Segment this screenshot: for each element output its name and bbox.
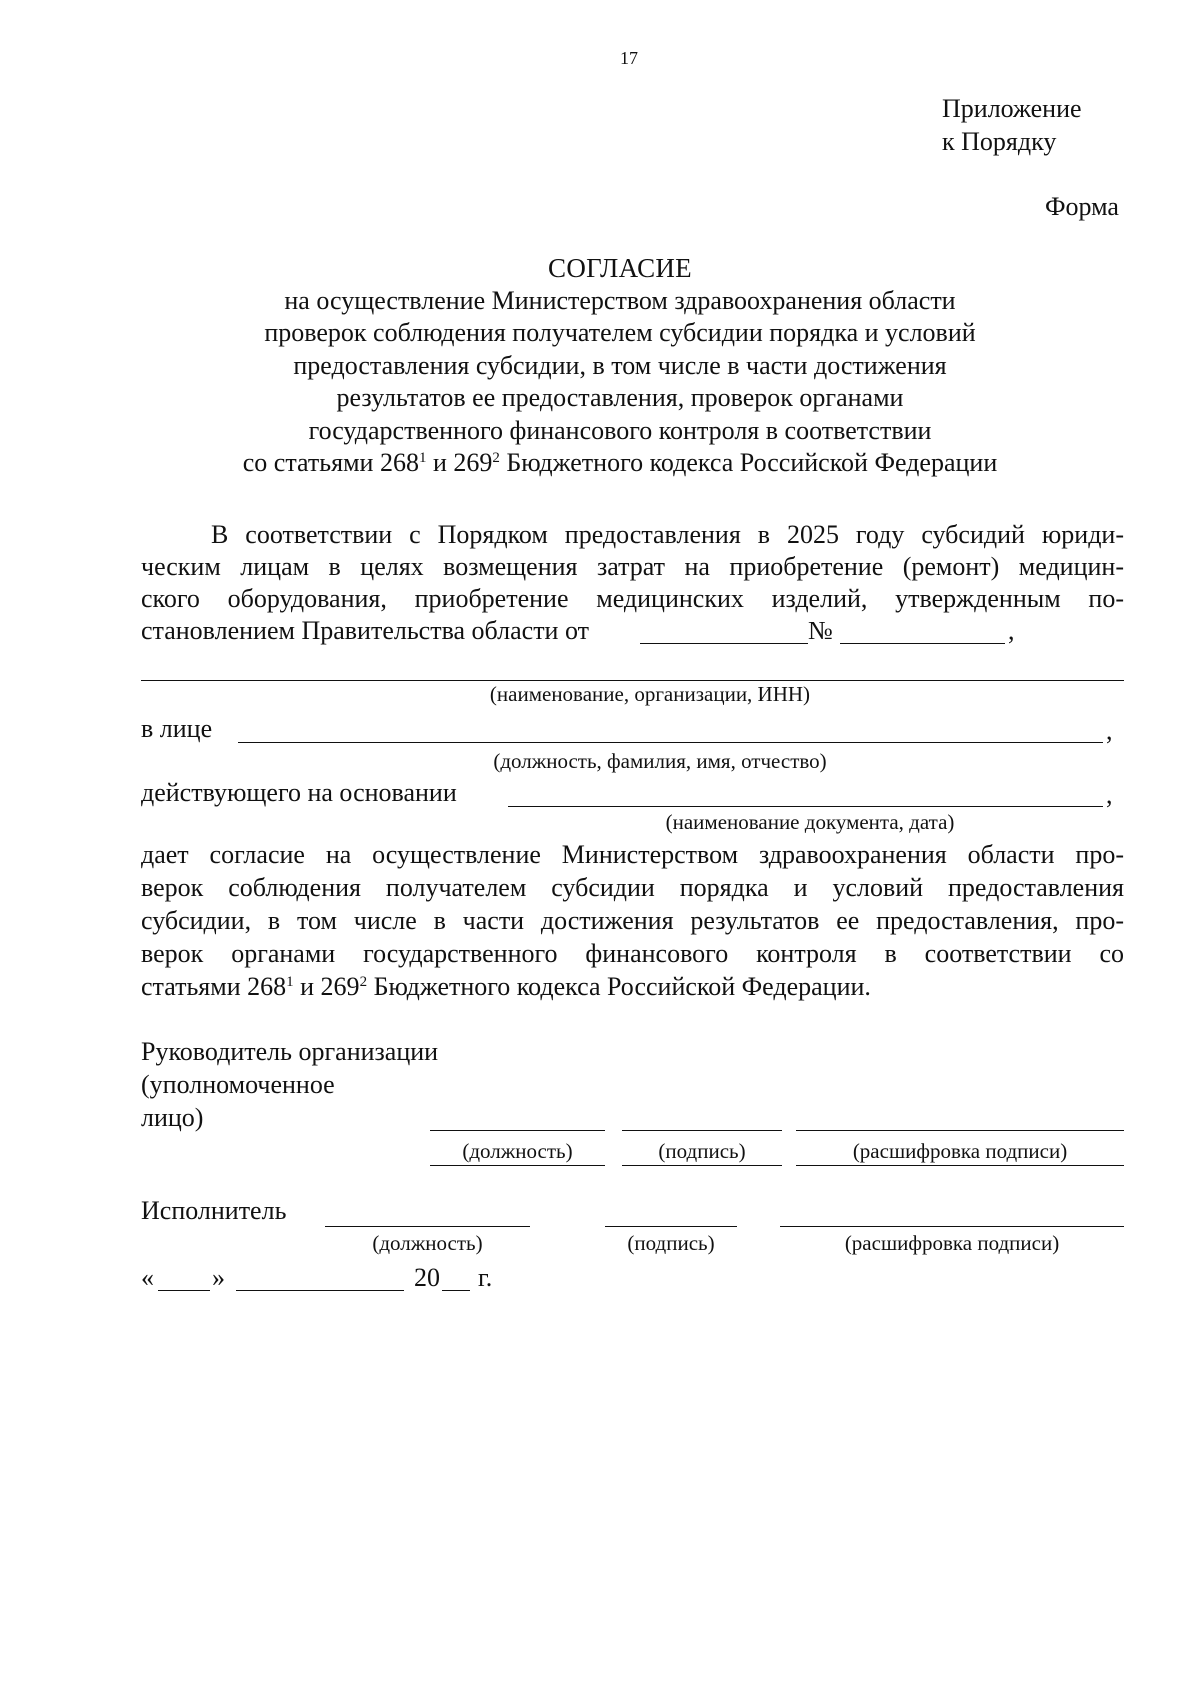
document-title: [200, 252, 1040, 480]
executor-position-caption: (должность): [372, 1231, 483, 1255]
title-line-5: государственного финансового контроля в соответствии: [308, 415, 932, 445]
date-close-quote: »: [212, 1263, 225, 1292]
head-signature-caption: (подпись): [658, 1139, 746, 1163]
head-position-caption: (должность): [462, 1139, 573, 1163]
title-line-2: проверок соблюдения получателем субсидии порядка и условий: [264, 318, 976, 347]
date-day-line[interactable]: [158, 1290, 210, 1291]
head-decoding-underline: [796, 1165, 1124, 1166]
intro-line-2: ческим лицам в целях возмещения затрат на приобретение (ремонт) медицин-: [141, 552, 1124, 581]
organization-caption: (наименование, организации, ИНН): [489, 682, 811, 706]
head-line-3: лицо): [141, 1103, 204, 1132]
decree-number-line[interactable]: [840, 643, 1005, 644]
date-year-prefix: 20: [414, 1263, 440, 1292]
consent-sup-2: 2: [359, 974, 368, 990]
consent-line-5-c: Бюджетного кодекса Российской Федерации.: [367, 972, 871, 1001]
date-year-line[interactable]: [442, 1290, 470, 1291]
head-line-2: (уполномоченное: [141, 1070, 335, 1099]
consent-line-3: субсидии, в том числе в части достижения результатов ее предоставления, про-: [141, 906, 1124, 935]
head-position-line[interactable]: [430, 1130, 605, 1131]
decree-comma: ,: [1008, 616, 1015, 645]
page-number: 17: [620, 48, 638, 68]
title-sup-1: 1: [418, 450, 427, 466]
date-open-quote: «: [141, 1263, 154, 1292]
person-label: в лице: [141, 714, 213, 743]
executor-label: Исполнитель: [141, 1196, 287, 1225]
executor-signature-line[interactable]: [605, 1226, 737, 1227]
title-heading: СОГЛАСИЕ: [548, 253, 692, 283]
title-sup-2: 2: [492, 450, 500, 466]
intro-line-3: ского оборудования, приобретение медицинских изделий, утвержденным по-: [141, 584, 1124, 613]
date-month-line[interactable]: [236, 1290, 404, 1291]
head-position-underline: [430, 1165, 605, 1166]
basis-caption: (наименование документа, дата): [665, 810, 955, 834]
intro-line-1: В соответствии с Порядком предоставления в 2025 году субсидий юриди-: [211, 520, 1124, 549]
consent-line-2: верок соблюдения получателем субсидии порядка и условий предоставления: [141, 873, 1124, 902]
appendix-line-1: Приложение: [942, 94, 1082, 123]
decree-number-sign: №: [808, 616, 833, 645]
title-line-6-c: Бюджетного кодекса Российской Федерации: [499, 448, 998, 477]
consent-line-5-a: статьями 268: [141, 972, 287, 1001]
title-line-4: результатов ее предоставления, проверок органами: [336, 383, 904, 412]
executor-position-line[interactable]: [325, 1226, 530, 1227]
person-caption: (должность, фамилия, имя, отчество): [493, 749, 827, 773]
head-decoding-caption: (расшифровка подписи): [852, 1139, 1068, 1163]
consent-line-5-b: и 269: [293, 972, 360, 1001]
appendix-line-2: к Порядку: [942, 127, 1057, 156]
head-signature-underline: [622, 1165, 782, 1166]
consent-line-5: [141, 972, 871, 1002]
consent-line-4: верок органами государственного финансового контроля в соответствии со: [141, 939, 1124, 968]
basis-label: действующего на основании: [141, 778, 457, 807]
title-line-6-a: со статьями 268: [242, 448, 419, 477]
title-line-3: предоставления субсидии, в том числе в части достижения: [293, 350, 947, 380]
executor-signature-caption: (подпись): [627, 1231, 715, 1255]
title-line-6: [200, 447, 1040, 480]
consent-line-1: дает согласие на осуществление Министерством здравоохранения области про-: [141, 840, 1124, 869]
person-comma: ,: [1106, 716, 1113, 745]
person-field-line[interactable]: [238, 742, 1103, 743]
head-signature-line[interactable]: [622, 1130, 782, 1131]
title-line-6-b: и 269: [426, 448, 493, 477]
executor-decoding-line[interactable]: [780, 1226, 1124, 1227]
executor-decoding-caption: (расшифровка подписи): [844, 1231, 1060, 1255]
head-line-1: Руководитель организации: [141, 1037, 439, 1066]
organization-field-line[interactable]: [141, 680, 1124, 681]
form-label: Форма: [1045, 192, 1119, 221]
basis-comma: ,: [1106, 780, 1113, 809]
intro-line-4-text: становлением Правительства области от: [141, 616, 589, 645]
decree-date-line[interactable]: [640, 643, 808, 644]
date-year-suffix: г.: [478, 1263, 493, 1292]
consent-sup-1: 1: [286, 974, 294, 990]
head-decoding-line[interactable]: [796, 1130, 1124, 1131]
basis-field-line[interactable]: [508, 806, 1103, 807]
title-line-1: на осуществление Министерством здравоохранения области: [284, 285, 956, 315]
